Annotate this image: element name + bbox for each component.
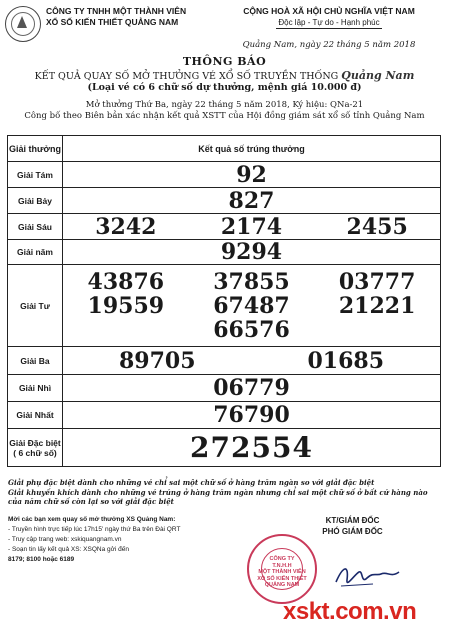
promo-block [8, 515, 208, 565]
number-db-1: 272554 [190, 430, 313, 464]
nation-header [218, 6, 440, 29]
ticket-note: (Loại vé có 6 chữ số dự thưởng, mệnh giá 10.000 đ) [87, 82, 362, 93]
number-g4-6: 21221 [338, 292, 416, 319]
signature-role2: PHÓ GIÁM ĐỐC [322, 527, 383, 536]
stamp-line3: MỘT THÀNH VIÊN [258, 569, 306, 575]
prize-numbers-g6 [63, 214, 441, 240]
promo-item1: - Truyền hình trực tiếp lúc 17h15' ngày thứ Ba trên Đài QRT [8, 526, 181, 533]
company-logo [5, 6, 41, 42]
prize-label-g5: Giải năm [8, 240, 63, 265]
number-g6-3: 2455 [346, 213, 408, 240]
site-watermark: xskt.com.vn [283, 598, 417, 625]
table-header-row [8, 136, 441, 162]
nation-title: CỘNG HOÀ XÃ HỘI CHỦ NGHĨA VIỆT NAM [243, 6, 415, 16]
prize-label-db-line2: ( 6 chữ số) [13, 447, 57, 458]
number-g4-3: 03777 [338, 268, 416, 295]
footnote-line2: Giải khuyến khích dành cho những vé trúng ở hàng trăm ngàn nhưng chỉ sai một chữ số ở bất cứ hàng nào [8, 487, 428, 497]
promo-item2: - Truy cập trang web: xskiquangnam.vn [8, 536, 122, 543]
prize-label-g4: Giải Tư [8, 265, 63, 347]
prize-numbers-g2 [63, 375, 441, 402]
stamp-line2: T.N.H.H [272, 562, 292, 569]
results-table [7, 135, 441, 467]
table-row [8, 265, 441, 347]
table-row [8, 429, 441, 467]
prize-label-g7: Giải Bảy [8, 188, 63, 214]
company-name-line1: CÔNG TY TNHH MỘT THÀNH VIÊN [46, 6, 187, 16]
prize-label-g1: Giải Nhất [8, 402, 63, 429]
prize-numbers-g7 [63, 188, 441, 214]
number-g6-1: 3242 [95, 213, 157, 240]
nation-motto: Độc lập - Tự do - Hạnh phúc [278, 18, 380, 27]
table-row [8, 375, 441, 402]
promo-item3: - Soạn tin lấy kết quả XS: XSQNa gởi đến [8, 546, 129, 553]
number-g4-1: 43876 [87, 268, 165, 295]
prize-numbers-g3 [63, 347, 441, 375]
number-g4-4: 19559 [87, 292, 165, 319]
prize-label-g8: Giải Tám [8, 162, 63, 188]
table-row [8, 162, 441, 188]
official-stamp [247, 534, 317, 604]
number-g4-7: 66576 [213, 316, 290, 343]
prize-numbers-g8 [63, 162, 441, 188]
company-header [46, 6, 186, 28]
footnote-line3: của năm chữ số còn lại so với giải đặc biệt [8, 497, 174, 506]
number-g7-1: 827 [228, 187, 275, 214]
stamp-text [249, 556, 315, 589]
date-line: Quảng Nam, ngày 22 tháng 5 năm 2018 [242, 40, 416, 50]
stamp-line5: QUẢNG NAM [264, 582, 300, 588]
notice-subtitle-text: KẾT QUẢ QUAY SỐ MỞ THƯỞNG VÉ XỔ SỐ TRUYỀN THỐNG [34, 71, 339, 82]
prize-numbers-g1 [63, 402, 441, 429]
prize-label-g2: Giải Nhì [8, 375, 63, 402]
confirm-info: Công bố theo Biên bản xác nhận kết quả XSTT của Hội đồng giám sát xổ số tỉnh Quảng Nam [24, 111, 425, 121]
number-g3-1: 89705 [118, 347, 196, 374]
notice-title: THÔNG BÁO [182, 55, 267, 68]
prize-numbers-db [63, 429, 441, 467]
table-row [8, 214, 441, 240]
prize-numbers-g4 [63, 265, 441, 347]
table-row [8, 347, 441, 375]
company-name-line2: XỔ SỐ KIẾN THIẾT QUẢNG NAM [46, 17, 179, 27]
stamp-line4: XỔ SỐ KIẾN THIẾT [257, 575, 307, 582]
number-g4-5: 67487 [213, 292, 290, 319]
table-row [8, 402, 441, 429]
number-g6-2: 2174 [220, 213, 283, 240]
number-g3-2: 01685 [307, 347, 385, 374]
footnote-line1: Giải phụ đặc biệt dành cho những vé chỉ sai một chữ số ở hàng trăm ngàn so với giải đặc biệt [8, 478, 375, 487]
col-prize-header: Giải thưởng [8, 136, 63, 162]
prize-label-g3: Giải Ba [8, 347, 63, 375]
draw-info: Mở thưởng Thứ Ba, ngày 22 tháng 5 năm 2018, Ký hiệu: QNa-21 [85, 100, 364, 110]
number-g4-2: 37855 [213, 268, 290, 295]
col-result-header: Kết quả số trúng thưởng [63, 136, 441, 162]
prize-label-g6: Giải Sáu [8, 214, 63, 240]
number-g2-1: 06779 [213, 375, 290, 401]
handwritten-signature [333, 560, 403, 592]
prize-label-db [8, 429, 63, 467]
stamp-line1: CÔNG TY [269, 556, 295, 562]
signature-role1: KT/GIÁM ĐỐC [325, 516, 380, 525]
promo-invite: Mời các bạn xem quay số mở thưởng XS Quảng Nam: [8, 516, 176, 523]
signature-block [265, 515, 440, 537]
notice-subtitle [0, 69, 449, 82]
number-g5-1: 9294 [220, 239, 283, 265]
table-row [8, 240, 441, 265]
prize-numbers-g5 [63, 240, 441, 265]
promo-item4: 8179; 8100 hoặc 6189 [8, 556, 75, 563]
number-g1-1: 76790 [213, 402, 290, 428]
prize-label-db-line1: Giải Đặc biệt [9, 437, 61, 448]
number-g8-1: 92 [236, 161, 267, 188]
table-row [8, 188, 441, 214]
notice-subtitle-city: Quảng Nam [341, 69, 415, 82]
footnotes [8, 478, 438, 507]
